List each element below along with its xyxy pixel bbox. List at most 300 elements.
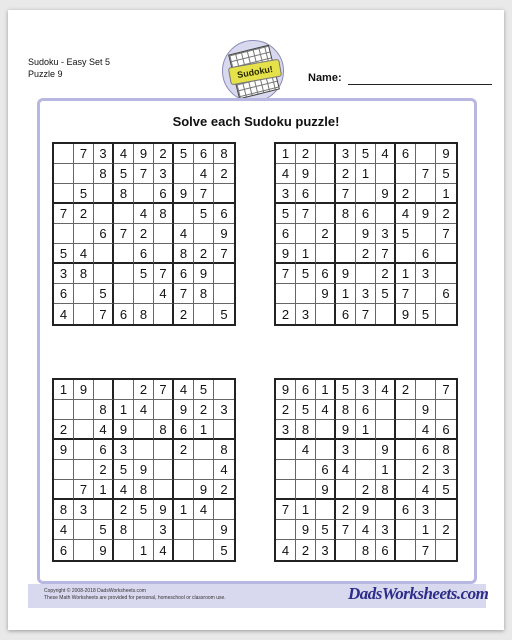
sudoku-cell: 8 [436, 440, 456, 460]
sudoku-cell[interactable] [356, 264, 376, 284]
sudoku-cell[interactable] [376, 304, 396, 324]
sudoku-cell[interactable] [416, 224, 436, 244]
sudoku-cell[interactable] [74, 540, 94, 560]
sudoku-cell[interactable] [296, 460, 316, 480]
sudoku-cell: 7 [154, 380, 174, 400]
sudoku-cell[interactable] [74, 304, 94, 324]
sudoku-cell[interactable] [174, 480, 194, 500]
sudoku-cell[interactable] [134, 184, 154, 204]
sudoku-cell: 8 [194, 284, 214, 304]
sudoku-cell: 3 [114, 440, 134, 460]
sudoku-cell: 2 [134, 224, 154, 244]
sudoku-cell: 1 [296, 244, 316, 264]
sudoku-cell: 9 [54, 440, 74, 460]
sudoku-cell[interactable] [376, 420, 396, 440]
sudoku-cell[interactable] [54, 224, 74, 244]
sudoku-cell: 7 [154, 264, 174, 284]
sudoku-cell[interactable] [74, 520, 94, 540]
sudoku-cell: 8 [114, 520, 134, 540]
sudoku-cell[interactable] [194, 520, 214, 540]
sudoku-cell: 5 [114, 460, 134, 480]
sudoku-cell[interactable] [376, 500, 396, 520]
sudoku-cell: 3 [356, 284, 376, 304]
sudoku-cell: 2 [296, 540, 316, 560]
sudoku-cell: 6 [316, 264, 336, 284]
sudoku-cell: 6 [194, 144, 214, 164]
sudoku-cell: 5 [220, 306, 228, 322]
sudoku-cell: 7 [396, 284, 416, 304]
sudoku-cell[interactable] [356, 440, 376, 460]
copyright [44, 588, 226, 602]
sudoku-cell[interactable] [214, 420, 234, 440]
sudoku-cell: 2 [356, 244, 376, 264]
sudoku-cell: 9 [356, 224, 376, 244]
sudoku-cell: 7 [74, 144, 94, 164]
sudoku-cell: 5 [94, 284, 114, 304]
sudoku-cell: 1 [134, 540, 154, 560]
sudoku-cell[interactable] [194, 540, 214, 560]
sudoku-cell: 4 [356, 520, 376, 540]
sudoku-cell: 8 [54, 500, 74, 520]
sudoku-cell[interactable] [114, 204, 134, 224]
sudoku-cell: 5 [336, 380, 356, 400]
sudoku-cell: 5 [194, 204, 214, 224]
sudoku-cell: 3 [94, 144, 114, 164]
sudoku-cell: 9 [336, 264, 356, 284]
sudoku-cell[interactable] [436, 540, 456, 560]
sudoku-cell[interactable] [214, 500, 234, 520]
sudoku-cell[interactable] [436, 264, 456, 284]
sudoku-cell[interactable] [194, 460, 214, 480]
sudoku-cell[interactable] [436, 304, 456, 324]
sudoku-cell: 3 [276, 184, 296, 204]
sudoku-cell: 3 [376, 224, 396, 244]
sudoku-cell[interactable] [396, 440, 416, 460]
sudoku-cell[interactable] [154, 480, 174, 500]
sudoku-cell[interactable] [316, 304, 336, 324]
sudoku-cell[interactable] [356, 184, 376, 204]
sudoku-cell[interactable] [416, 184, 436, 204]
instructions: Solve each Sudoku puzzle! [172, 114, 340, 129]
sudoku-cell: 8 [336, 400, 356, 420]
sudoku-cell: 5 [376, 284, 396, 304]
sudoku-cell: 9 [194, 264, 214, 284]
sudoku-cell: 6 [94, 224, 114, 244]
sudoku-cell: 2 [174, 304, 194, 324]
sudoku-cell[interactable] [336, 540, 356, 560]
sudoku-cell: 7 [416, 164, 436, 184]
sudoku-cell[interactable] [74, 224, 94, 244]
sudoku-cell: 8 [74, 264, 94, 284]
sudoku-cell: 3 [336, 440, 356, 460]
sudoku-cell: 6 [416, 244, 436, 264]
sudoku-cell: 8 [94, 400, 114, 420]
sudoku-cell: 4 [114, 480, 134, 500]
sudoku-cell: 8 [94, 164, 114, 184]
sudoku-cell[interactable] [54, 480, 74, 500]
sudoku-cell[interactable] [396, 400, 416, 420]
sudoku-cell[interactable] [276, 480, 296, 500]
sudoku-cell: 4 [336, 460, 356, 480]
sudoku-cell: 3 [416, 264, 436, 284]
sudoku-cell[interactable] [54, 400, 74, 420]
sudoku-cell[interactable] [376, 164, 396, 184]
sudoku-cell[interactable] [94, 264, 114, 284]
sudoku-cell[interactable] [154, 244, 174, 264]
sudoku-cell: 9 [214, 520, 234, 540]
sudoku-cell: 1 [316, 380, 336, 400]
sudoku-cell[interactable] [94, 184, 114, 204]
sudoku-cell: 1 [356, 164, 376, 184]
sudoku-cell[interactable] [316, 440, 336, 460]
sudoku-cell: 1 [174, 500, 194, 520]
sudoku-cell: 9 [396, 304, 416, 324]
sudoku-grid-2 [274, 142, 458, 326]
sudoku-cell: 6 [376, 540, 396, 560]
sudoku-cell[interactable] [436, 400, 456, 420]
sudoku-cell[interactable] [396, 164, 416, 184]
sudoku-cell: 7 [296, 204, 316, 224]
sudoku-cell[interactable] [276, 460, 296, 480]
sudoku-cell: 5 [114, 164, 134, 184]
sudoku-cell[interactable] [296, 480, 316, 500]
sudoku-cell: 2 [94, 460, 114, 480]
sudoku-cell: 9 [74, 380, 94, 400]
sudoku-cell: 7 [194, 184, 214, 204]
worksheet-header [28, 56, 110, 80]
sudoku-cell[interactable] [416, 284, 436, 304]
sudoku-cell: 6 [396, 500, 416, 520]
sudoku-cell: 1 [396, 264, 416, 284]
sudoku-cell: 4 [54, 304, 74, 324]
sudoku-cell: 8 [214, 144, 234, 164]
sudoku-cell: 5 [356, 144, 376, 164]
sudoku-cell: 6 [174, 420, 194, 440]
sudoku-cell[interactable] [134, 420, 154, 440]
sudoku-cell[interactable] [396, 420, 416, 440]
sudoku-cell[interactable] [194, 304, 214, 324]
sudoku-cell: 1 [436, 184, 456, 204]
sudoku-cell: 6 [296, 184, 316, 204]
sudoku-cell[interactable] [54, 184, 74, 204]
sudoku-cell[interactable] [214, 284, 234, 304]
sudoku-cell[interactable] [54, 460, 74, 480]
sudoku-cell[interactable] [396, 540, 416, 560]
sudoku-cell: 7 [376, 244, 396, 264]
sudoku-cell: 6 [214, 204, 234, 224]
sudoku-grid-3 [52, 378, 236, 562]
sudoku-cell: 7 [436, 380, 456, 400]
sudoku-cell: 2 [416, 460, 436, 480]
sudoku-cell: 2 [174, 440, 194, 460]
sudoku-cell[interactable] [316, 244, 336, 264]
sudoku-cell[interactable] [316, 204, 336, 224]
sudoku-cell: 7 [114, 224, 134, 244]
sudoku-cell[interactable] [436, 500, 456, 520]
sudoku-cell: 3 [356, 380, 376, 400]
sudoku-cell: 4 [214, 460, 234, 480]
sudoku-cell: 7 [214, 244, 234, 264]
usage-note: These Math Worksheets are provided for personal, homeschool or classroom use. [44, 595, 226, 601]
sudoku-cell[interactable] [214, 380, 234, 400]
name-field[interactable] [348, 84, 492, 85]
sudoku-logo-icon [222, 40, 284, 102]
sudoku-cell: 5 [74, 184, 94, 204]
sudoku-cell: 2 [296, 144, 316, 164]
sudoku-cell: 4 [134, 400, 154, 420]
sudoku-cell[interactable] [396, 520, 416, 540]
sudoku-cell: 6 [396, 144, 416, 164]
sudoku-cell: 9 [416, 400, 436, 420]
sudoku-cell: 8 [134, 304, 154, 324]
sudoku-cell: 3 [416, 500, 436, 520]
sudoku-cell[interactable] [94, 204, 114, 224]
sudoku-cell: 7 [336, 184, 356, 204]
sudoku-cell[interactable] [134, 440, 154, 460]
sudoku-cell[interactable] [396, 460, 416, 480]
sudoku-cell[interactable] [214, 184, 234, 204]
sudoku-cell: 6 [174, 264, 194, 284]
sudoku-cell[interactable] [74, 400, 94, 420]
sudoku-cell: 4 [194, 500, 214, 520]
copyright-text: Copyright © 2008-2018 DadsWorksheets.com [44, 588, 146, 594]
sudoku-cell[interactable] [316, 184, 336, 204]
sudoku-cell[interactable] [154, 440, 174, 460]
sudoku-cell: 4 [376, 144, 396, 164]
sudoku-cell[interactable] [94, 500, 114, 520]
sudoku-cell: 7 [336, 520, 356, 540]
sudoku-cell[interactable] [336, 224, 356, 244]
sudoku-cell[interactable] [54, 164, 74, 184]
sudoku-cell[interactable] [114, 244, 134, 264]
sudoku-cell[interactable] [174, 540, 194, 560]
sudoku-cell: 5 [134, 264, 154, 284]
sudoku-cell: 6 [356, 400, 376, 420]
sudoku-cell: 2 [214, 480, 234, 500]
sudoku-cell[interactable] [74, 440, 94, 460]
sudoku-cell[interactable] [396, 244, 416, 264]
sudoku-cell: 7 [54, 204, 74, 224]
sudoku-cell: 4 [114, 144, 134, 164]
sudoku-cell: 4 [316, 400, 336, 420]
sudoku-cell: 6 [94, 440, 114, 460]
sudoku-cell: 5 [174, 144, 194, 164]
sudoku-cell: 5 [134, 500, 154, 520]
sudoku-cell: 4 [376, 380, 396, 400]
sudoku-cell: 9 [94, 540, 114, 560]
sudoku-cell[interactable] [376, 204, 396, 224]
sudoku-cell: 3 [54, 264, 74, 284]
sudoku-cell: 7 [276, 500, 296, 520]
sudoku-cell: 9 [316, 480, 336, 500]
sudoku-cell: 6 [54, 284, 74, 304]
sudoku-cell: 6 [276, 224, 296, 244]
sudoku-cell[interactable] [316, 164, 336, 184]
sudoku-cell: 9 [296, 520, 316, 540]
sudoku-cell: 7 [134, 164, 154, 184]
sudoku-cell: 4 [74, 244, 94, 264]
sudoku-cell: 8 [214, 440, 234, 460]
sudoku-cell[interactable] [154, 224, 174, 244]
sudoku-cell: 3 [214, 400, 234, 420]
sudoku-cell: 3 [74, 500, 94, 520]
sudoku-cell: 7 [94, 304, 114, 324]
sudoku-cell[interactable] [356, 460, 376, 480]
sudoku-cell[interactable] [214, 264, 234, 284]
sudoku-cell: 5 [396, 224, 416, 244]
sudoku-cell[interactable] [376, 400, 396, 420]
sudoku-cell[interactable] [154, 460, 174, 480]
sudoku-cell[interactable] [114, 380, 134, 400]
sudoku-cell: 8 [336, 204, 356, 224]
sudoku-cell[interactable] [316, 500, 336, 520]
sudoku-cell: 1 [194, 420, 214, 440]
sudoku-cell: 1 [54, 380, 74, 400]
sudoku-cell: 6 [436, 284, 456, 304]
sudoku-cell: 6 [54, 540, 74, 560]
sudoku-cell: 9 [114, 420, 134, 440]
sudoku-cell: 1 [296, 500, 316, 520]
sudoku-cell[interactable] [174, 204, 194, 224]
sudoku-cell: 3 [296, 304, 316, 324]
sudoku-cell[interactable] [134, 520, 154, 540]
sudoku-cell[interactable] [194, 440, 214, 460]
sudoku-cell[interactable] [174, 520, 194, 540]
sudoku-cell: 4 [416, 420, 436, 440]
sudoku-cell[interactable] [416, 380, 436, 400]
sudoku-cell: 8 [356, 540, 376, 560]
sudoku-cell: 1 [356, 420, 376, 440]
sudoku-cell: 9 [376, 184, 396, 204]
sudoku-cell: 4 [134, 204, 154, 224]
sudoku-cell: 9 [376, 440, 396, 460]
sudoku-cell: 3 [276, 420, 296, 440]
sudoku-cell: 4 [396, 204, 416, 224]
sudoku-cell: 5 [436, 164, 456, 184]
sudoku-cell: 2 [214, 164, 234, 184]
sudoku-cell: 2 [316, 224, 336, 244]
sudoku-cell: 6 [336, 304, 356, 324]
sudoku-cell: 8 [296, 420, 316, 440]
sudoku-cell[interactable] [114, 284, 134, 304]
sudoku-cell: 2 [396, 380, 416, 400]
sudoku-cell: 2 [336, 164, 356, 184]
sudoku-cell: 9 [336, 420, 356, 440]
sudoku-cell: 7 [74, 480, 94, 500]
sudoku-cell: 7 [436, 224, 456, 244]
sudoku-cell[interactable] [94, 244, 114, 264]
sudoku-cell[interactable] [174, 164, 194, 184]
sudoku-cell[interactable] [74, 420, 94, 440]
sudoku-cell: 8 [154, 204, 174, 224]
sudoku-cell: 4 [174, 380, 194, 400]
sudoku-cell: 9 [356, 500, 376, 520]
sudoku-cell: 4 [276, 540, 296, 560]
sudoku-cell[interactable] [74, 164, 94, 184]
sudoku-cell[interactable] [74, 284, 94, 304]
sudoku-cell: 5 [436, 480, 456, 500]
sudoku-cell[interactable] [154, 304, 174, 324]
sudoku-cell: 2 [356, 480, 376, 500]
sudoku-cell[interactable] [154, 400, 174, 420]
sudoku-cell: 3 [336, 144, 356, 164]
sudoku-cell: 9 [134, 460, 154, 480]
sudoku-cell[interactable] [74, 460, 94, 480]
sudoku-cell[interactable] [336, 244, 356, 264]
sudoku-cell[interactable] [94, 380, 114, 400]
sudoku-cell: 2 [134, 380, 154, 400]
sudoku-cell: 6 [114, 304, 134, 324]
sudoku-cell: 4 [174, 224, 194, 244]
sudoku-cell: 2 [114, 500, 134, 520]
sudoku-cell: 9 [276, 244, 296, 264]
sudoku-cell: 9 [276, 380, 296, 400]
sudoku-cell: 6 [154, 184, 174, 204]
sudoku-cell: 4 [94, 420, 114, 440]
sudoku-cell: 3 [316, 540, 336, 560]
sudoku-cell[interactable] [276, 440, 296, 460]
sudoku-cell: 5 [94, 520, 114, 540]
sudoku-cell: 9 [436, 144, 456, 164]
sudoku-cell[interactable] [134, 284, 154, 304]
name-label: Name: [308, 72, 342, 84]
sudoku-cell: 6 [436, 420, 456, 440]
sudoku-cell: 8 [174, 244, 194, 264]
sudoku-cell: 2 [336, 500, 356, 520]
sudoku-cell: 1 [94, 480, 114, 500]
sudoku-cell: 3 [376, 520, 396, 540]
sudoku-cell[interactable] [436, 244, 456, 264]
sudoku-cell[interactable] [296, 284, 316, 304]
sudoku-cell: 6 [296, 380, 316, 400]
sudoku-cell[interactable] [194, 224, 214, 244]
sudoku-cell[interactable] [296, 224, 316, 244]
sudoku-cell: 4 [154, 540, 174, 560]
sudoku-grid-1 [52, 142, 236, 326]
sudoku-cell: 3 [154, 520, 174, 540]
sudoku-cell[interactable] [396, 480, 416, 500]
sudoku-cell: 7 [174, 284, 194, 304]
sudoku-cell: 8 [376, 480, 396, 500]
sudoku-cell[interactable] [416, 144, 436, 164]
puzzle-label: Puzzle 9 [28, 69, 63, 79]
sudoku-cell: 5 [416, 304, 436, 324]
sudoku-cell: 2 [194, 400, 214, 420]
sudoku-cell: 4 [54, 520, 74, 540]
sudoku-cell: 2 [276, 304, 296, 324]
sudoku-cell[interactable] [276, 520, 296, 540]
sudoku-cell[interactable] [174, 460, 194, 480]
sudoku-grid-4 [274, 378, 458, 562]
sudoku-cell: 9 [194, 480, 214, 500]
sudoku-cell[interactable] [54, 144, 74, 164]
sudoku-cell[interactable] [276, 284, 296, 304]
sudoku-cell: 5 [276, 204, 296, 224]
sudoku-cell: 7 [276, 264, 296, 284]
sudoku-cell: 2 [436, 204, 456, 224]
sudoku-cell[interactable] [316, 420, 336, 440]
sudoku-cell[interactable] [336, 480, 356, 500]
sudoku-cell: 9 [174, 400, 194, 420]
sudoku-cell: 2 [436, 520, 456, 540]
sudoku-cell: 8 [134, 480, 154, 500]
sudoku-cell: 3 [154, 164, 174, 184]
sudoku-cell[interactable] [114, 540, 134, 560]
sudoku-cell[interactable] [316, 144, 336, 164]
sudoku-cell[interactable] [114, 264, 134, 284]
sudoku-cell: 5 [220, 542, 228, 558]
sudoku-cell: 1 [376, 460, 396, 480]
